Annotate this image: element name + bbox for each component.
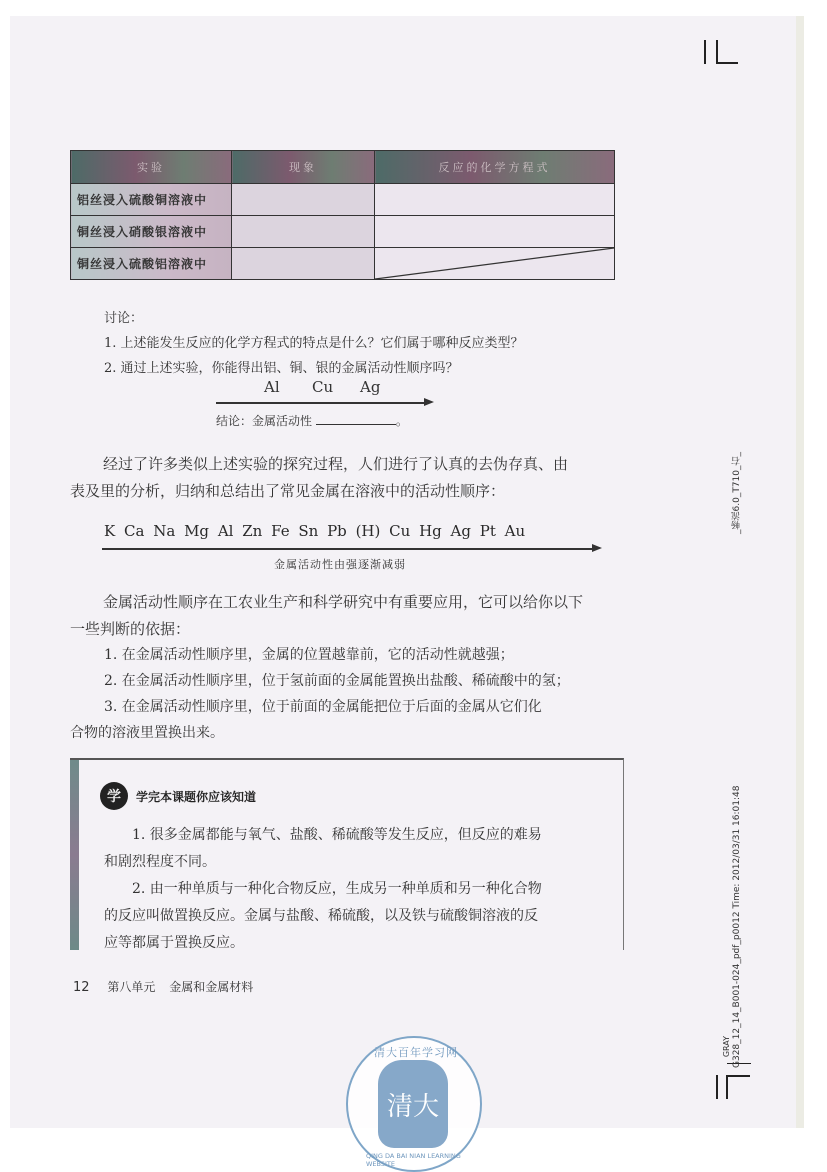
unit-label: 第八单元 — [107, 980, 156, 994]
file-info: G328_12_14_B001-024_pdf_p0012 Time: 2012/03/31 16:01:48 — [732, 785, 742, 1068]
intro-line: 经过了许多类似上述实验的探究过程，人们进行了认真的去伪存真、由 — [103, 455, 569, 473]
knowledge-line: 的反应叫做置换反应。金属与盐酸、稀硫酸，以及铁与硫酸铜溶液的反 — [104, 908, 538, 924]
experiment-cell: 铜丝浸入硫酸铝溶液中 — [71, 248, 232, 280]
crop-mark-top — [716, 40, 718, 64]
application-line: 一些判断的依据： — [70, 620, 191, 638]
rule-item: 2. 在金属活动性顺序里，位于氢前面的金属能置换出盐酸、稀硫酸中的氢； — [104, 673, 570, 689]
knowledge-box-sidebar — [70, 760, 79, 950]
element: Ca — [124, 522, 145, 540]
element: Mg — [184, 522, 210, 540]
arrow-head-icon — [424, 398, 434, 406]
rule-item: 1. 在金属活动性顺序里，金属的位置越靠前，它的活动性就越强； — [104, 647, 514, 663]
observation-cell — [232, 184, 375, 216]
table-header-row — [71, 151, 615, 184]
experiment-cell: 铜丝浸入硝酸银溶液中 — [71, 216, 232, 248]
conclusion-end: 。 — [395, 414, 408, 428]
rule-item: 3. 在金属活动性顺序里，位于前面的金属能把位于后面的金属从它们化 — [104, 699, 542, 715]
study-icon: 学 — [100, 782, 128, 810]
element: Na — [153, 522, 176, 540]
element: Al — [217, 522, 234, 540]
element: Cu — [389, 522, 411, 540]
activity-arrow — [102, 548, 594, 550]
table-row — [71, 184, 615, 216]
discussion-question: 2. 通过上述实验，你能得出铝、铜、银的金属活动性顺序吗？ — [104, 361, 459, 376]
intro-line: 表及里的分析，归纳和总结出了常见金属在溶液中的活动性顺序： — [70, 482, 506, 500]
experiment-table — [70, 150, 615, 280]
observation-cell — [232, 216, 375, 248]
knowledge-point — [104, 822, 612, 957]
knowledge-box — [70, 758, 624, 950]
arrow-head-icon — [592, 544, 602, 552]
page-edge — [796, 16, 804, 1128]
page-number: 12 — [73, 980, 90, 995]
discussion-heading: 讨论： — [104, 311, 144, 326]
activity-series — [104, 522, 525, 540]
element: Fe — [271, 522, 290, 540]
application-line: 金属活动性顺序在工农业生产和科学研究中有重要应用，它可以给你以下 — [103, 593, 584, 611]
watermark-top-text: 清大百年学习网 — [374, 1046, 458, 1059]
diagonal-strike — [375, 248, 614, 279]
knowledge-box-title: 学完本课题你应该知道 — [136, 790, 257, 804]
header-equation: 反应的化学方程式 — [375, 151, 615, 184]
crop-mark-bottom — [726, 1075, 728, 1099]
gray-tag: GRAY — [722, 1036, 731, 1058]
knowledge-line: 应等都属于置换反应。 — [104, 935, 244, 951]
print-tag: _畅流6.0_T710_右_ — [732, 452, 742, 534]
element: Pb — [327, 522, 347, 540]
conclusion-label: 结论：金属活动性 — [216, 414, 313, 428]
observation-cell — [232, 248, 375, 280]
metal-label-cu: Cu — [312, 378, 334, 396]
watermark-seal: 清大 — [378, 1060, 448, 1148]
activity-caption: 金属活动性由强逐渐减弱 — [274, 558, 406, 571]
metal-order-arrow — [216, 402, 426, 404]
element: Ag — [450, 522, 471, 540]
header-observation: 现象 — [232, 151, 375, 184]
watermark-bottom-text: QING DA BAI NIAN LEARNING WEBSITE — [366, 1152, 461, 1168]
crop-mark-top — [704, 40, 706, 64]
equation-cell-crossed — [375, 248, 615, 280]
crop-mark-bottom — [726, 1075, 750, 1077]
watermark-stamp — [346, 1036, 482, 1172]
element: Zn — [242, 522, 263, 540]
crop-mark-bottom — [716, 1075, 718, 1099]
discussion-question: 1. 上述能发生反应的化学方程式的特点是什么？它们属于哪种反应类型？ — [104, 336, 524, 351]
element: Pt — [479, 522, 496, 540]
conclusion-line — [216, 412, 408, 429]
element: Hg — [419, 522, 442, 540]
experiment-cell: 铝丝浸入硫酸铜溶液中 — [71, 184, 232, 216]
metal-label-al: Al — [264, 378, 280, 396]
knowledge-line: 和剧烈程度不同。 — [104, 854, 216, 870]
element: (H) — [355, 522, 381, 540]
knowledge-line: 1. 很多金属都能与氧气、盐酸、稀硫酸等发生反应，但反应的难易 — [132, 827, 542, 843]
rule-item-cont: 合物的溶液里置换出来。 — [70, 725, 224, 741]
element: K — [104, 522, 116, 540]
crop-mark-top — [716, 62, 738, 64]
table-row — [71, 216, 615, 248]
conclusion-blank — [316, 424, 396, 425]
table-row — [71, 248, 615, 280]
header-experiment: 实验 — [71, 151, 232, 184]
unit-title: 金属和金属材料 — [169, 980, 254, 994]
equation-cell — [375, 216, 615, 248]
element: Au — [504, 522, 526, 540]
knowledge-line: 2. 由一种单质与一种化合物反应，生成另一种单质和另一种化合物 — [132, 881, 542, 897]
metal-label-ag: Ag — [360, 378, 381, 396]
page-footer — [73, 978, 253, 995]
element: Sn — [298, 522, 319, 540]
equation-cell — [375, 184, 615, 216]
